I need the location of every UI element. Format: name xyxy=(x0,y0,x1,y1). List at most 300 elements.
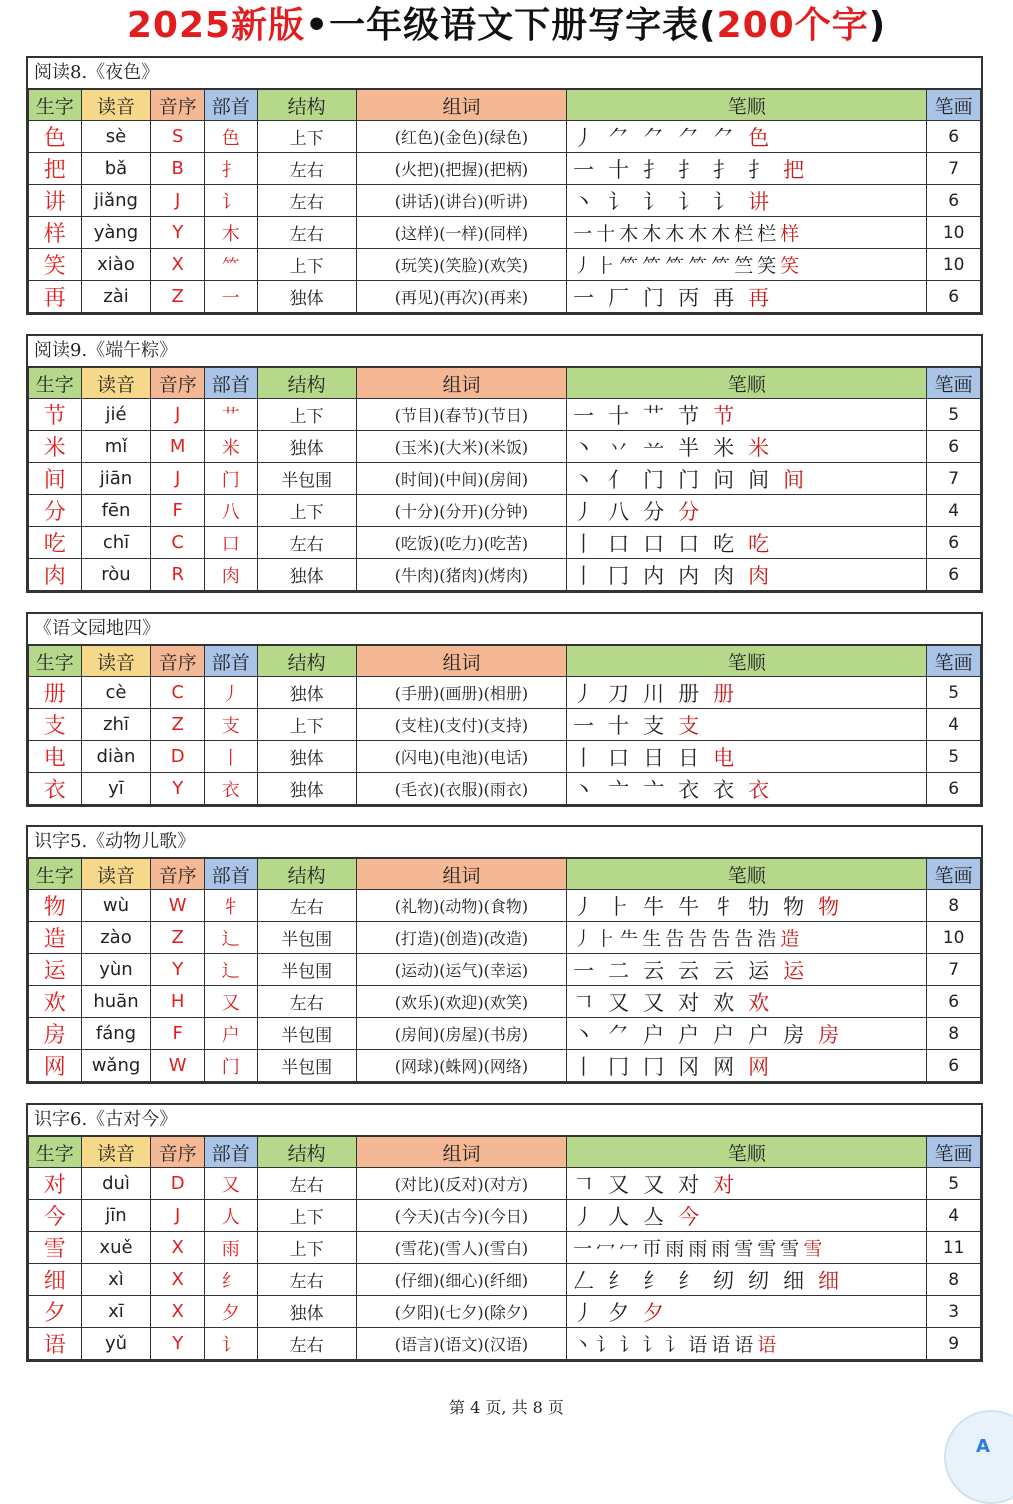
table-row xyxy=(29,1018,981,1050)
stroke-step: 日 xyxy=(678,745,702,770)
cell-order: Y xyxy=(151,217,205,249)
cell-stroke-count: 6 xyxy=(927,559,981,591)
stroke-step: 细 xyxy=(783,1268,807,1293)
section-title: 《语文园地四》 xyxy=(28,614,981,645)
header-radical: 部首 xyxy=(205,1137,258,1168)
cell-order: Z xyxy=(151,709,205,741)
cell-stroke-order xyxy=(567,1328,927,1360)
cell-order: Y xyxy=(151,1328,205,1360)
header-row xyxy=(29,859,981,890)
stroke-step: ⺈ xyxy=(713,125,737,150)
stroke-step: 丿 xyxy=(573,1300,597,1325)
stroke-step: 问 xyxy=(713,467,737,492)
stroke-step: 肉 xyxy=(748,563,772,588)
table-row xyxy=(29,709,981,741)
section-title: 阅读8.《夜色》 xyxy=(28,58,981,89)
character-table xyxy=(28,89,981,313)
stroke-step: 雪 xyxy=(803,1238,823,1260)
stroke-step: 告 xyxy=(734,928,754,950)
stroke-step: 帀 xyxy=(642,1238,662,1260)
stroke-step: 再 xyxy=(748,285,772,310)
header-radical: 部首 xyxy=(205,90,258,121)
cell-words: (火把)(把握)(把柄) xyxy=(356,153,566,185)
table-row xyxy=(29,399,981,431)
cell-stroke-count: 3 xyxy=(927,1296,981,1328)
stroke-step: 云 xyxy=(678,958,702,983)
stroke-step: 讠 xyxy=(596,1334,616,1356)
stroke-step: 丨 xyxy=(573,563,597,588)
cell-radical: 讠 xyxy=(205,185,258,217)
cell-stroke-order xyxy=(567,1168,927,1200)
cell-radical: ⺮ xyxy=(205,249,258,281)
cell-words: (这样)(一样)(同样) xyxy=(356,217,566,249)
cell-order: J xyxy=(151,1200,205,1232)
cell-structure: 半包围 xyxy=(257,1018,356,1050)
cell-structure: 独体 xyxy=(257,1296,356,1328)
cell-stroke-order xyxy=(567,527,927,559)
header-words: 组词 xyxy=(356,1137,566,1168)
cell-structure: 左右 xyxy=(257,153,356,185)
cell-order: J xyxy=(151,463,205,495)
stroke-step: ⺈ xyxy=(643,125,667,150)
cell-stroke-order xyxy=(567,153,927,185)
cell-pinyin: yùn xyxy=(81,954,151,986)
stroke-step: 丶 xyxy=(573,189,597,214)
stroke-step: 雪 xyxy=(734,1238,754,1260)
stroke-step: 欢 xyxy=(713,990,737,1015)
header-order: 音序 xyxy=(151,368,205,399)
cell-structure: 独体 xyxy=(257,677,356,709)
stroke-step: 半 xyxy=(678,435,702,460)
stroke-step: 分 xyxy=(643,499,667,524)
stroke-step: 𠃍 xyxy=(573,1172,597,1197)
stroke-step: 又 xyxy=(643,990,667,1015)
stroke-step: 一 xyxy=(573,223,593,245)
stroke-step: 冖 xyxy=(619,1238,639,1260)
cell-stroke-order xyxy=(567,431,927,463)
cell-char: 细 xyxy=(29,1264,82,1296)
header-words: 组词 xyxy=(356,90,566,121)
cell-stroke-count: 7 xyxy=(927,954,981,986)
stroke-step: 样 xyxy=(780,223,800,245)
cell-order: M xyxy=(151,431,205,463)
cell-order: C xyxy=(151,527,205,559)
cell-char: 节 xyxy=(29,399,82,431)
header-order: 音序 xyxy=(151,646,205,677)
cell-radical: 米 xyxy=(205,431,258,463)
cell-stroke-order xyxy=(567,559,927,591)
cell-words: (闪电)(电池)(电话) xyxy=(356,741,566,773)
cell-order: D xyxy=(151,1168,205,1200)
cell-order: Z xyxy=(151,281,205,313)
cell-stroke-count: 5 xyxy=(927,677,981,709)
stroke-step: ⺮ xyxy=(619,255,639,277)
cell-stroke-order xyxy=(567,217,927,249)
stroke-step: 丶 xyxy=(573,1334,593,1356)
cell-radical: 八 xyxy=(205,495,258,527)
stroke-step: 云 xyxy=(713,958,737,983)
cell-char: 物 xyxy=(29,890,82,922)
cell-char: 造 xyxy=(29,922,82,954)
cell-char: 肉 xyxy=(29,559,82,591)
table-row xyxy=(29,527,981,559)
stroke-step: 电 xyxy=(713,745,737,770)
cell-order: W xyxy=(151,1050,205,1082)
cell-stroke-order xyxy=(567,463,927,495)
stroke-step: 冂 xyxy=(608,1054,632,1079)
table-row xyxy=(29,677,981,709)
cell-words: (仔细)(细心)(纤细) xyxy=(356,1264,566,1296)
cell-char: 笑 xyxy=(29,249,82,281)
stroke-step: 丙 xyxy=(678,285,702,310)
stroke-step: 一 xyxy=(573,958,597,983)
header-order: 音序 xyxy=(151,90,205,121)
stroke-step: 木 xyxy=(688,223,708,245)
stroke-step: 栏 xyxy=(757,223,777,245)
stroke-step: 纟 xyxy=(608,1268,632,1293)
stroke-step: 牛 xyxy=(643,894,667,919)
stroke-step: 衣 xyxy=(748,777,772,802)
cell-pinyin: xī xyxy=(81,1296,151,1328)
cell-char: 对 xyxy=(29,1168,82,1200)
cell-char: 色 xyxy=(29,121,82,153)
header-char: 生字 xyxy=(29,859,82,890)
stroke-step: 木 xyxy=(711,223,731,245)
header-row xyxy=(29,90,981,121)
cell-structure: 左右 xyxy=(257,1168,356,1200)
stroke-step: 丿 xyxy=(573,681,597,706)
stroke-step: 牞 xyxy=(748,894,772,919)
header-order: 音序 xyxy=(151,1137,205,1168)
stroke-step: 网 xyxy=(713,1054,737,1079)
stroke-step: 运 xyxy=(783,958,807,983)
cell-stroke-count: 10 xyxy=(927,217,981,249)
cell-radical: 扌 xyxy=(205,153,258,185)
cell-structure: 独体 xyxy=(257,773,356,805)
cell-structure: 左右 xyxy=(257,1264,356,1296)
stroke-step: 厂 xyxy=(608,285,632,310)
stroke-step: 丨 xyxy=(573,531,597,556)
cell-char: 支 xyxy=(29,709,82,741)
cell-structure: 上下 xyxy=(257,121,356,153)
cell-radical: 辶 xyxy=(205,954,258,986)
table-row xyxy=(29,773,981,805)
table-row xyxy=(29,281,981,313)
stroke-step: 亼 xyxy=(643,1204,667,1229)
cell-radical: 夕 xyxy=(205,1296,258,1328)
cell-radical: 又 xyxy=(205,986,258,1018)
stroke-step: 夕 xyxy=(608,1300,632,1325)
cell-char: 米 xyxy=(29,431,82,463)
cell-stroke-order xyxy=(567,399,927,431)
cell-order: J xyxy=(151,185,205,217)
cell-char: 雪 xyxy=(29,1232,82,1264)
stroke-step: 间 xyxy=(748,467,772,492)
cell-char: 电 xyxy=(29,741,82,773)
cell-pinyin: bǎ xyxy=(81,153,151,185)
stroke-step: 语 xyxy=(711,1334,731,1356)
stroke-step: 雨 xyxy=(711,1238,731,1260)
stroke-step: 䒑 xyxy=(643,435,667,460)
lesson-section xyxy=(26,825,983,1084)
cell-pinyin: sè xyxy=(81,121,151,153)
stroke-step: 今 xyxy=(678,1204,702,1229)
stroke-step: 又 xyxy=(643,1172,667,1197)
header-count: 笔画 xyxy=(927,90,981,121)
cell-pinyin: yàng xyxy=(81,217,151,249)
cell-pinyin: jié xyxy=(81,399,151,431)
lesson-section xyxy=(26,56,983,315)
cell-words: (打造)(创造)(改造) xyxy=(356,922,566,954)
cell-order: X xyxy=(151,1264,205,1296)
cell-radical: 纟 xyxy=(205,1264,258,1296)
stroke-step: 日 xyxy=(643,745,667,770)
cell-char: 房 xyxy=(29,1018,82,1050)
stroke-step: 笑 xyxy=(780,255,800,277)
section-title: 识字5.《动物儿歌》 xyxy=(28,827,981,858)
cell-structure: 独体 xyxy=(257,431,356,463)
table-row xyxy=(29,986,981,1018)
header-order: 音序 xyxy=(151,859,205,890)
cell-structure: 上下 xyxy=(257,709,356,741)
cell-words: (语言)(语文)(汉语) xyxy=(356,1328,566,1360)
cell-structure: 上下 xyxy=(257,1200,356,1232)
stroke-step: 房 xyxy=(818,1022,842,1047)
cell-radical: 门 xyxy=(205,1050,258,1082)
cell-radical: 人 xyxy=(205,1200,258,1232)
stroke-step: 人 xyxy=(608,1204,632,1229)
cell-stroke-count: 7 xyxy=(927,153,981,185)
stroke-step: 又 xyxy=(608,1172,632,1197)
character-table xyxy=(28,645,981,805)
stroke-step: 门 xyxy=(643,285,667,310)
cell-stroke-order xyxy=(567,709,927,741)
cell-structure: 独体 xyxy=(257,741,356,773)
stroke-step: 木 xyxy=(642,223,662,245)
stroke-step: 扌 xyxy=(643,157,667,182)
cell-pinyin: zào xyxy=(81,922,151,954)
stroke-step: 册 xyxy=(678,681,702,706)
header-structure: 结构 xyxy=(257,1137,356,1168)
stroke-step: 讠 xyxy=(665,1334,685,1356)
stroke-step: 雪 xyxy=(780,1238,800,1260)
cell-order: D xyxy=(151,741,205,773)
header-strokes: 笔顺 xyxy=(567,859,927,890)
cell-order: F xyxy=(151,1018,205,1050)
cell-stroke-count: 5 xyxy=(927,741,981,773)
cell-words: (支柱)(支付)(支持) xyxy=(356,709,566,741)
cell-words: (红色)(金色)(绿色) xyxy=(356,121,566,153)
header-words: 组词 xyxy=(356,646,566,677)
cell-structure: 半包围 xyxy=(257,922,356,954)
table-row xyxy=(29,1264,981,1296)
stroke-step: 川 xyxy=(643,681,667,706)
stroke-step: 分 xyxy=(678,499,702,524)
header-structure: 结构 xyxy=(257,646,356,677)
cell-radical: 衣 xyxy=(205,773,258,805)
cell-words: (毛衣)(衣服)(雨衣) xyxy=(356,773,566,805)
translate-button[interactable] xyxy=(944,1410,1013,1504)
cell-radical: 户 xyxy=(205,1018,258,1050)
cell-order: W xyxy=(151,890,205,922)
cell-pinyin: ròu xyxy=(81,559,151,591)
table-row xyxy=(29,1168,981,1200)
cell-stroke-order xyxy=(567,249,927,281)
cell-words: (雪花)(雪人)(雪白) xyxy=(356,1232,566,1264)
cell-structure: 左右 xyxy=(257,986,356,1018)
cell-stroke-count: 5 xyxy=(927,399,981,431)
cell-radical: 木 xyxy=(205,217,258,249)
cell-order: F xyxy=(151,495,205,527)
cell-structure: 左右 xyxy=(257,527,356,559)
header-structure: 结构 xyxy=(257,90,356,121)
header-radical: 部首 xyxy=(205,368,258,399)
stroke-step: 丶 xyxy=(573,467,597,492)
section-title: 阅读9.《端午粽》 xyxy=(28,336,981,367)
table-row xyxy=(29,495,981,527)
cell-radical: 辶 xyxy=(205,922,258,954)
cell-words: (对比)(反对)(对方) xyxy=(356,1168,566,1200)
stroke-step: 再 xyxy=(713,285,737,310)
cell-char: 吃 xyxy=(29,527,82,559)
stroke-step: 十 xyxy=(608,403,632,428)
cell-stroke-count: 6 xyxy=(927,281,981,313)
cell-stroke-count: 4 xyxy=(927,1200,981,1232)
cell-radical: 雨 xyxy=(205,1232,258,1264)
table-row xyxy=(29,559,981,591)
cell-stroke-order xyxy=(567,1232,927,1264)
cell-words: (夕阳)(七夕)(除夕) xyxy=(356,1296,566,1328)
cell-words: (房间)(房屋)(书房) xyxy=(356,1018,566,1050)
stroke-step: 丨 xyxy=(573,1054,597,1079)
header-strokes: 笔顺 xyxy=(567,90,927,121)
stroke-step: 丨 xyxy=(573,745,597,770)
stroke-step: 语 xyxy=(688,1334,708,1356)
cell-words: (手册)(画册)(相册) xyxy=(356,677,566,709)
cell-radical: 口 xyxy=(205,527,258,559)
header-words: 组词 xyxy=(356,859,566,890)
character-table xyxy=(28,367,981,591)
cell-stroke-count: 6 xyxy=(927,1050,981,1082)
table-row xyxy=(29,185,981,217)
cell-stroke-count: 6 xyxy=(927,773,981,805)
table-row xyxy=(29,1328,981,1360)
stroke-step: 牛 xyxy=(678,894,702,919)
table-row xyxy=(29,153,981,185)
cell-words: (吃饭)(吃力)(吃苦) xyxy=(356,527,566,559)
stroke-step: ⺈ xyxy=(608,125,632,150)
stroke-step: 亠 xyxy=(643,777,667,802)
header-structure: 结构 xyxy=(257,859,356,890)
stroke-step: 告 xyxy=(711,928,731,950)
stroke-step: 雨 xyxy=(665,1238,685,1260)
stroke-step: 丿 xyxy=(573,125,597,150)
stroke-step: 扌 xyxy=(678,157,702,182)
header-pinyin: 读音 xyxy=(81,1137,151,1168)
cell-stroke-count: 11 xyxy=(927,1232,981,1264)
cell-char: 今 xyxy=(29,1200,82,1232)
cell-stroke-order xyxy=(567,281,927,313)
cell-words: (玩笑)(笑脸)(欢笑) xyxy=(356,249,566,281)
cell-stroke-order xyxy=(567,954,927,986)
stroke-step: 户 xyxy=(643,1022,667,1047)
stroke-step: 丿 xyxy=(573,928,593,950)
stroke-step: 册 xyxy=(713,681,737,706)
page-title: 2025新版•一年级语文下册写字表(200个字) xyxy=(126,5,887,46)
cell-pinyin: yī xyxy=(81,773,151,805)
cell-pinyin: huān xyxy=(81,986,151,1018)
cell-structure: 上下 xyxy=(257,495,356,527)
cell-stroke-count: 6 xyxy=(927,986,981,1018)
header-strokes: 笔顺 xyxy=(567,1137,927,1168)
cell-char: 夕 xyxy=(29,1296,82,1328)
header-pinyin: 读音 xyxy=(81,90,151,121)
cell-words: (十分)(分开)(分钟) xyxy=(356,495,566,527)
cell-pinyin: jiǎng xyxy=(81,185,151,217)
cell-pinyin: cè xyxy=(81,677,151,709)
header-structure: 结构 xyxy=(257,368,356,399)
stroke-step: 户 xyxy=(748,1022,772,1047)
cell-stroke-order xyxy=(567,1200,927,1232)
cell-order: X xyxy=(151,1232,205,1264)
cell-stroke-count: 6 xyxy=(927,527,981,559)
cell-stroke-count: 6 xyxy=(927,121,981,153)
stroke-step: 米 xyxy=(748,435,772,460)
stroke-step: 十 xyxy=(596,223,616,245)
stroke-step: 对 xyxy=(678,990,702,1015)
stroke-step: 运 xyxy=(748,958,772,983)
cell-char: 样 xyxy=(29,217,82,249)
stroke-step: 讠 xyxy=(678,189,702,214)
stroke-step: 语 xyxy=(734,1334,754,1356)
cell-order: Z xyxy=(151,922,205,954)
cell-radical: 丨 xyxy=(205,741,258,773)
header-radical: 部首 xyxy=(205,859,258,890)
cell-words: (节目)(春节)(节日) xyxy=(356,399,566,431)
character-table xyxy=(28,1136,981,1360)
cell-pinyin: diàn xyxy=(81,741,151,773)
stroke-step: 细 xyxy=(818,1268,842,1293)
stroke-step: ⺈ xyxy=(678,125,702,150)
cell-structure: 上下 xyxy=(257,399,356,431)
stroke-step: 房 xyxy=(783,1022,807,1047)
stroke-step: ⺊ xyxy=(596,928,616,950)
table-row xyxy=(29,741,981,773)
table-row xyxy=(29,121,981,153)
stroke-step: 十 xyxy=(608,157,632,182)
cell-structure: 左右 xyxy=(257,185,356,217)
stroke-step: 丶 xyxy=(573,777,597,802)
stroke-step: 刀 xyxy=(608,681,632,706)
cell-char: 把 xyxy=(29,153,82,185)
cell-order: H xyxy=(151,986,205,1018)
stroke-step: ⺮ xyxy=(711,255,731,277)
cell-stroke-order xyxy=(567,495,927,527)
header-count: 笔画 xyxy=(927,646,981,677)
cell-stroke-count: 4 xyxy=(927,495,981,527)
stroke-step: 笑 xyxy=(757,255,777,277)
stroke-step: 肉 xyxy=(713,563,737,588)
cell-radical: 丿 xyxy=(205,677,258,709)
header-char: 生字 xyxy=(29,90,82,121)
cell-order: X xyxy=(151,1296,205,1328)
stroke-step: 雪 xyxy=(757,1238,777,1260)
stroke-step: 扌 xyxy=(713,157,737,182)
cell-pinyin: xì xyxy=(81,1264,151,1296)
header-pinyin: 读音 xyxy=(81,859,151,890)
cell-words: (网球)(蛛网)(网络) xyxy=(356,1050,566,1082)
stroke-step: 讠 xyxy=(642,1334,662,1356)
